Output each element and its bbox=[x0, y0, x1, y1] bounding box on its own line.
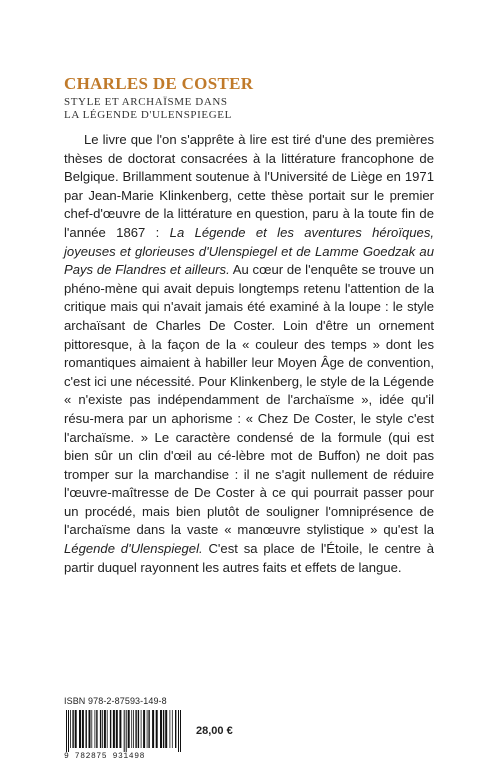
barcode-bar bbox=[175, 710, 176, 748]
subtitle-line-1: STYLE ET ARCHAÏSME DANS bbox=[64, 96, 228, 108]
blurb-work-title: La Légende et les aventures héroïques, joyeuses et glorieuses d'Ulenspiegel et de Lamme Goedzak au Pays de Flandres et ailleurs. bbox=[64, 224, 435, 278]
barcode-bar bbox=[86, 710, 87, 748]
book-title: CHARLES DE COSTER bbox=[64, 74, 254, 93]
barcode-bar bbox=[113, 710, 115, 748]
barcode-bar bbox=[156, 710, 158, 748]
barcode-bar bbox=[119, 710, 121, 748]
barcode-bar bbox=[131, 710, 132, 748]
barcode-bar bbox=[104, 710, 106, 748]
subtitle-line-2: LA LÉGENDE D'ULENSPIEGEL bbox=[64, 109, 232, 121]
barcode-bar bbox=[147, 710, 148, 748]
barcode-bar bbox=[70, 710, 71, 748]
barcode-bar bbox=[107, 710, 108, 748]
barcode-bar bbox=[141, 710, 142, 748]
blurb-work-short-title: Légende d'Ulenspiegel. bbox=[64, 541, 203, 557]
barcode-bar bbox=[79, 710, 81, 748]
barcode-bar bbox=[160, 710, 162, 748]
barcode-bar bbox=[102, 710, 103, 748]
barcode-bar bbox=[72, 710, 73, 748]
barcode-bar bbox=[152, 710, 154, 748]
barcode-bar bbox=[170, 710, 171, 748]
barcode-bar bbox=[96, 710, 97, 748]
blurb-paragraph bbox=[64, 131, 434, 577]
barcode-bar bbox=[110, 710, 111, 748]
barcode-bar bbox=[172, 710, 173, 748]
barcode-bar bbox=[75, 710, 77, 748]
barcode-bar bbox=[100, 710, 101, 748]
blurb-text-3: C'est sa place de l'Étoile, le centre à partir duquel rayonnent les autres faits et effets de langue. bbox=[64, 541, 434, 575]
barcode-bar bbox=[95, 710, 96, 748]
barcode-bar bbox=[68, 710, 69, 752]
barcode-bar bbox=[66, 710, 67, 752]
blurb-text-2: Au cœur de l'enquête se trouve un phéno-mène qui avait depuis longtemps retenu l'attention de la critique mais qui n'avait jamais été examiné à la loupe : le style archaïsant de Charles De Coster. Loin d'être un ornement pittoresque, à la façon de la « couleur des temps » dont les romantiques aimaient à habiller leur Moyen Âge de convention, c'est ici une nécessité. Pour Klinkenberg, le style de la Légende « n'existe pas indépendamment de l'archaïsme », idée qu'il résu-mera par un aphorisme : « Chez De Coster, le style c'est l'archaïsme. » Le caractère condensé de la formule (qui est bien sûr un clin d'œil au cé-lèbre mot de Buffon) ne doit pas tromper sur la marchandise : il ne s'agit nullement de réduire l'œuvre-maîtresse de De Coster à ce qui pourrait passer pour un procédé, mais bien plutôt de souligner l'omniprésence de l'archaïsme dans la vaste « manœuvre stylistique » qu'est la bbox=[64, 262, 434, 538]
barcode-bar bbox=[180, 710, 181, 752]
barcode-bar bbox=[143, 710, 145, 748]
book-subtitle bbox=[64, 96, 232, 122]
barcode-bar bbox=[138, 710, 139, 748]
barcode-bar bbox=[128, 710, 130, 748]
barcode-bar bbox=[133, 710, 134, 748]
barcode-bar bbox=[91, 710, 92, 748]
barcode-bar bbox=[124, 710, 125, 752]
barcode-number: 9 782875 931498 bbox=[64, 752, 146, 761]
barcode-bar bbox=[163, 710, 164, 748]
barcode-bar bbox=[165, 710, 167, 748]
barcode bbox=[64, 710, 184, 752]
back-cover-blurb bbox=[64, 131, 434, 577]
barcode-bar bbox=[116, 710, 118, 748]
barcode-bar bbox=[89, 710, 91, 748]
barcode-bar bbox=[148, 710, 149, 748]
barcode-bar bbox=[135, 710, 136, 748]
isbn-label: ISBN 978-2-87593-149-8 bbox=[64, 696, 167, 706]
price-label: 28,00 € bbox=[196, 725, 233, 737]
barcode-bar bbox=[126, 710, 127, 752]
blurb-text-1: Le livre que l'on s'apprête à lire est tiré d'une des premières thèses de doctorat consacrées à la littérature francophone de Belgique. Brillamment soutenue à l'Université de Liège en 1971 par Jean-Marie Klinkenberg, cette thèse portait sur le premier chef-d'œuvre de la littérature en question, paru à la toute fin de l'année 1867 : bbox=[64, 132, 434, 240]
barcode-bar bbox=[82, 710, 84, 748]
barcode-bar bbox=[178, 710, 179, 752]
